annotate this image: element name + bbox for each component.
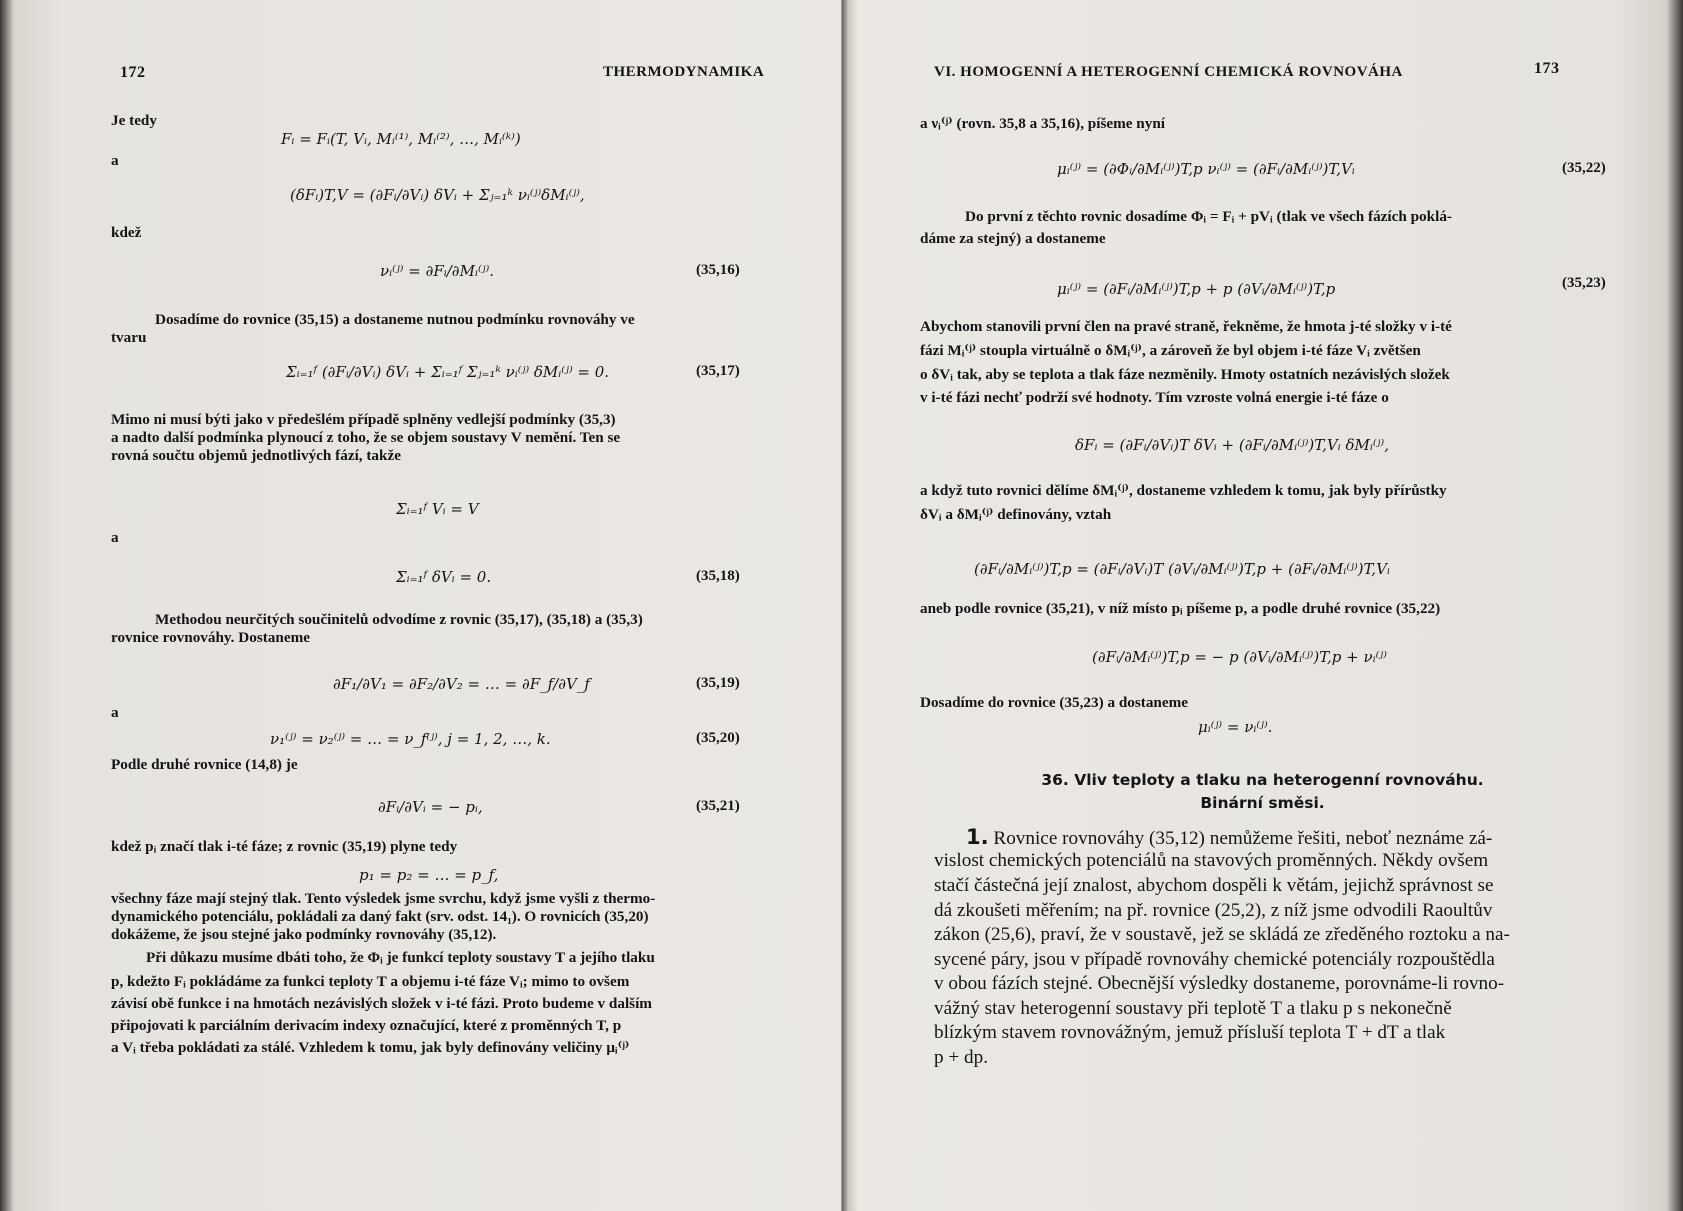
equation: Σᵢ₌₁ᶠ Vᵢ = V: [396, 500, 479, 518]
equation: μᵢ⁽ʲ⁾ = νᵢ⁽ʲ⁾.: [1198, 718, 1273, 736]
text-line: Je tedy: [111, 112, 157, 129]
equation: p₁ = p₂ = … = p_f,: [359, 866, 499, 884]
paragraph-line: v obou fázích stejné. Obecnější výsledky dostaneme, porovnáme-li rovno-: [934, 973, 1505, 994]
paragraph-line: [966, 825, 1492, 852]
equation-number: (35,17): [696, 363, 740, 379]
equation: ∂Fᵢ/∂Vᵢ = − pᵢ,: [378, 798, 483, 816]
equation-number: (35,20): [696, 730, 740, 746]
equation: Σᵢ₌₁ᶠ (∂Fᵢ/∂Vᵢ) δVᵢ + Σᵢ₌₁ᶠ Σⱼ₌₁ᵏ νᵢ⁽ʲ⁾ δMᵢ⁽ʲ⁾ = 0.: [286, 363, 610, 381]
text-line: Při důkazu musíme dbáti toho, že Φᵢ je funkcí teploty soustavy T a jejího tlaku: [146, 949, 655, 966]
text-line: fázi Mᵢ⁽ʲ⁾ stoupla virtuálně o δMᵢ⁽ʲ⁾, a zároveň že byl objem i-té fáze Vᵢ zvětšen: [920, 342, 1421, 359]
text-line: a: [111, 152, 119, 169]
equation: Fᵢ = Fᵢ(T, Vᵢ, Mᵢ⁽¹⁾, Mᵢ⁽²⁾, …, Mᵢ⁽ᵏ⁾): [281, 130, 521, 148]
equation-number: (35,23): [1562, 275, 1606, 291]
paragraph-line: stačí částečná její znalost, abychom dospěli k větám, jejichž správnost se: [934, 875, 1494, 896]
text-line: rovná součtu objemů jednotlivých fází, takže: [111, 447, 401, 464]
paragraph-number: 1.: [966, 825, 989, 849]
text-line: dynamického potenciálu, pokládali za daný fakt (srv. odst. 14₁). O rovnicích (35,20): [111, 908, 649, 925]
paragraph-line: vislost chemických potenciálů na stavových proměnných. Někdy ovšem: [934, 850, 1489, 871]
equation: νᵢ⁽ʲ⁾ = ∂Fᵢ/∂Mᵢ⁽ʲ⁾.: [380, 262, 495, 280]
paragraph-text: Rovnice rovnováhy (35,12) nemůžeme řešiti, neboť neznáme zá-: [993, 828, 1493, 849]
text-line: Podle druhé rovnice (14,8) je: [111, 756, 298, 773]
paragraph-line: blízkým stavem rovnovážným, jemuž přísluší teplota T + dT a tlak: [934, 1022, 1446, 1043]
equation-number: (35,21): [696, 798, 740, 814]
text-line: a nadto další podmínka plynoucí z toho, že se objem soustavy V nemění. Ten se: [111, 429, 621, 446]
text-line: dokážeme, že jsou stejné jako podmínky rovnováhy (35,12).: [111, 926, 497, 943]
paragraph-line: sycené páry, jsou v případě rovnováhy chemické potenciály rozpouštědla: [934, 949, 1495, 970]
equation: μᵢ⁽ʲ⁾ = (∂Φᵢ/∂Mᵢ⁽ʲ⁾)T,p νᵢ⁽ʲ⁾ = (∂Fᵢ/∂Mᵢ⁽ʲ⁾)T,Vᵢ: [1057, 160, 1355, 178]
left-page: [0, 0, 835, 1211]
equation: μᵢ⁽ʲ⁾ = (∂Fᵢ/∂Mᵢ⁽ʲ⁾)T,p + p (∂Vᵢ/∂Mᵢ⁽ʲ⁾)T,p: [1057, 280, 1336, 298]
paragraph-line: vážný stav heterogenní soustavy při teplotě T a tlaku p s nekonečně: [934, 998, 1452, 1019]
text-line: a: [111, 704, 119, 721]
equation-number: (35,18): [696, 568, 740, 584]
equation: δFᵢ = (∂Fᵢ/∂Vᵢ)T δVᵢ + (∂Fᵢ/∂Mᵢ⁽ʲ⁾)T,Vᵢ δMᵢ⁽ʲ⁾,: [1075, 436, 1389, 454]
equation: Σᵢ₌₁ᶠ δVᵢ = 0.: [396, 568, 492, 586]
text-line: všechny fáze mají stejný tlak. Tento výsledek jsme svrchu, když jsme vyšli z thermo-: [111, 890, 656, 907]
page-number: 172: [120, 64, 146, 81]
text-line: aneb podle rovnice (35,21), v níž místo pᵢ píšeme p, a podle druhé rovnice (35,22): [920, 600, 1441, 617]
text-line: a když tuto rovnici dělíme δMᵢ⁽ʲ⁾, dostaneme vzhledem k tomu, jak byly přírůstky: [920, 482, 1447, 499]
equation: (∂Fᵢ/∂Mᵢ⁽ʲ⁾)T,p = − p (∂Vᵢ/∂Mᵢ⁽ʲ⁾)T,p + νᵢ⁽ʲ⁾: [1092, 648, 1387, 666]
equation: ν₁⁽ʲ⁾ = ν₂⁽ʲ⁾ = … = ν_f⁽ʲ⁾, j = 1, 2, …, k.: [270, 730, 551, 748]
text-line: připojovati k parciálním derivacím indexy označující, které z proměnných T, p: [111, 1017, 622, 1034]
text-line: Do první z těchto rovnic dosadíme Φᵢ = Fᵢ + pVᵢ (tlak ve všech fázích poklá-: [965, 208, 1452, 225]
text-line: o δVᵢ tak, aby se teplota a tlak fáze nezměnily. Hmoty ostatních nezávislých složek: [920, 366, 1450, 383]
text-line: závisí obě funkce i na hmotách nezávislých složek v i-té fázi. Proto budeme v dalším: [111, 995, 652, 1012]
text-line: v i-té fázi nechť podrží své hodnoty. Tím vzroste volná energie i-té fáze o: [920, 389, 1389, 406]
text-line: δVᵢ a δMᵢ⁽ʲ⁾ definovány, vztah: [920, 506, 1112, 523]
section-title: 36. Vliv teploty a tlaku na heterogenní rovnováhu.: [1041, 771, 1484, 789]
text-line: p, kdežto Fᵢ pokládáme za funkci teploty T a objemu i-té fáze Vᵢ; mimo to ovšem: [111, 973, 630, 990]
page-number: 173: [1534, 60, 1560, 77]
text-line: Abychom stanovili první člen na pravé straně, řekněme, že hmota j-té složky v i-té: [920, 318, 1452, 335]
text-line: Dosadíme do rovnice (35,15) a dostaneme nutnou podmínku rovnováhy ve: [155, 311, 635, 328]
paragraph-line: dá zkoušeti měřením; na př. rovnice (25,2), z níž jsme odvodili Raoultův: [934, 900, 1493, 921]
text-line: a νᵢ⁽ʲ⁾ (rovn. 35,8 a 35,16), píšeme nyní: [920, 115, 1166, 132]
text-line: Mimo ni musí býti jako v předešlém případě splněny vedlejší podmínky (35,3): [111, 411, 616, 428]
equation-number: (35,22): [1562, 160, 1606, 176]
equation-number: (35,19): [696, 675, 740, 691]
text-line: a Vᵢ třeba pokládati za stálé. Vzhledem k tomu, jak byly definovány veličiny μᵢ⁽ʲ⁾: [111, 1039, 630, 1056]
text-line: tvaru: [111, 329, 147, 346]
text-line: dáme za stejný) a dostaneme: [920, 230, 1106, 247]
equation: (∂Fᵢ/∂Mᵢ⁽ʲ⁾)T,p = (∂Fᵢ/∂Vᵢ)T (∂Vᵢ/∂Mᵢ⁽ʲ⁾)T,p + (∂Fᵢ/∂Mᵢ⁽ʲ⁾)T,Vᵢ: [974, 560, 1390, 578]
paragraph-line: p + dp.: [934, 1047, 988, 1068]
paragraph-line: zákon (25,6), praví, že v soustavě, jež se skládá ze zředěného roztoku a na-: [934, 924, 1510, 945]
equation: ∂F₁/∂V₁ = ∂F₂/∂V₂ = … = ∂F_f/∂V_f: [333, 675, 590, 693]
equation: (δFᵢ)T,V = (∂Fᵢ/∂Vᵢ) δVᵢ + Σⱼ₌₁ᵏ νᵢ⁽ʲ⁾δMᵢ⁽ʲ⁾,: [290, 186, 585, 204]
text-line: kdež: [111, 224, 142, 241]
text-line: Dosadíme do rovnice (35,23) a dostaneme: [920, 694, 1189, 711]
text-line: a: [111, 529, 119, 546]
equation-number: (35,16): [696, 262, 740, 278]
text-line: Methodou neurčitých součinitelů odvodíme z rovnic (35,17), (35,18) a (35,3): [155, 611, 643, 628]
text-line: rovnice rovnováhy. Dostaneme: [111, 629, 310, 646]
section-subtitle: Binární směsi.: [1200, 794, 1325, 812]
right-page: [842, 0, 1683, 1211]
running-head: THERMODYNAMIKA: [603, 64, 765, 80]
running-head: VI. HOMOGENNÍ A HETEROGENNÍ CHEMICKÁ ROVNOVÁHA: [934, 64, 1403, 80]
text-line: kdež pᵢ značí tlak i-té fáze; z rovnic (35,19) plyne tedy: [111, 838, 458, 855]
